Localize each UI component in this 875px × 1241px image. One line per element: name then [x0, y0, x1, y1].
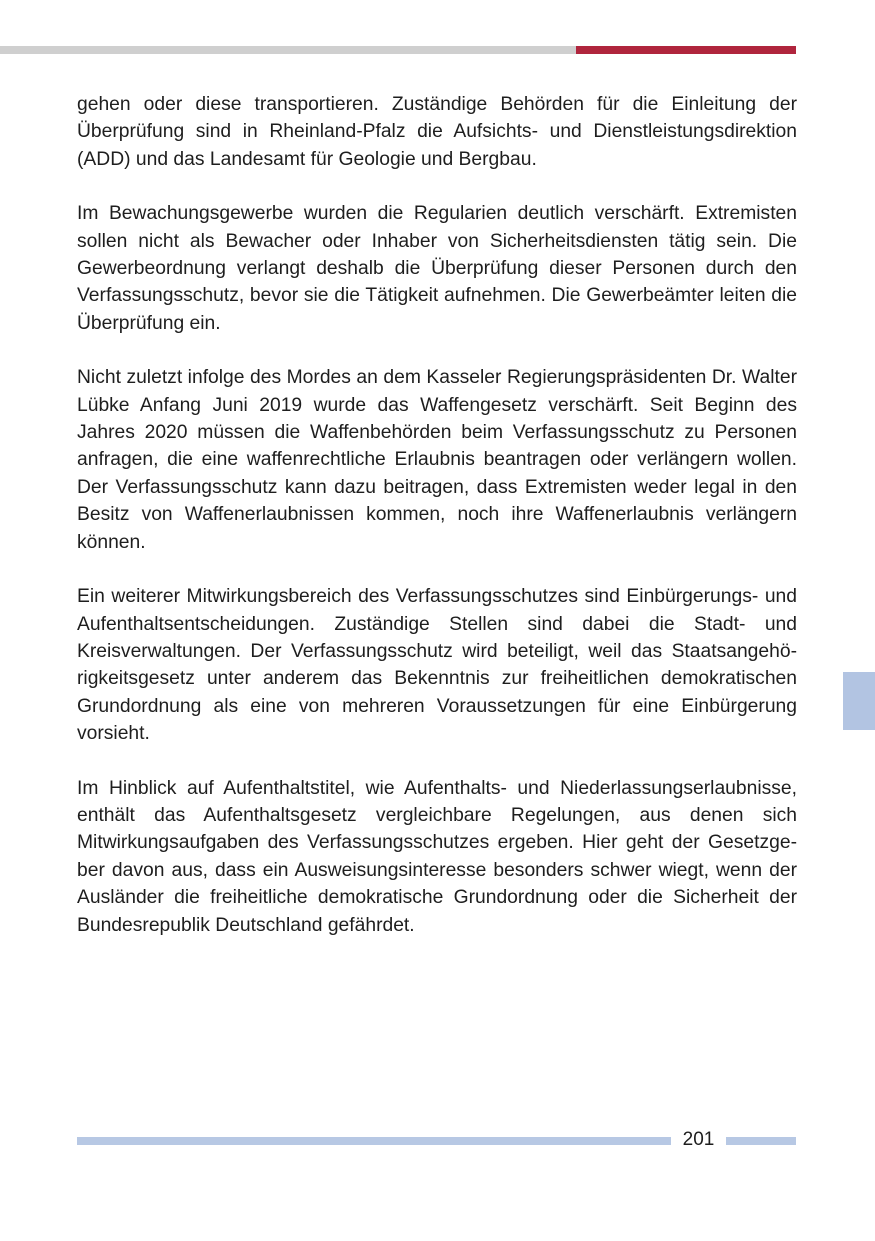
- header-rule-gray: [0, 46, 576, 54]
- paragraph: Im Hinblick auf Aufenthaltstitel, wie Aufenthalts- und Niederlassungserlaubnisse, enthält das Aufenthaltsgesetz vergleichbare Regelungen, aus denen sich Mitwirkungsaufgaben des Verfassungsschutzes ergeben. Hier geht der Gesetzgeber davon aus, dass ein Ausweisungsinteresse besonders schwer wiegt, wenn der Ausländer die freiheitliche demokratische Grundordnung oder die Sicherheit der Bundesrepublik Deutschland gefährdet.: [77, 777, 797, 936]
- paragraph: Nicht zuletzt infolge des Mordes an dem Kasseler Regierungspräsidenten Dr. Walter Lübke Anfang Juni 2019 wurde das Waffengesetz verschärft. Seit Beginn des Jahres 2020 müssen die Waffenbehörden beim Verfassungsschutz zu Personen anfragen, die eine waffenrechtliche Erlaubnis beantragen oder verlängern wollen. Der Verfassungsschutz kann dazu beitragen, dass Extremisten weder legal in den Besitz von Waffenerlaubnissen kommen, noch ihre Waffenerlaubnis verlängern können.: [77, 367, 797, 553]
- paragraph: gehen oder diese transportieren. Zuständige Behörden für die Einleitung der Überprüfung sind in Rheinland-Pfalz die Aufsichts- und Dienstleistungsdirektion (ADD) und das Landesamt für Geologie und Bergbau.: [77, 94, 797, 170]
- footer-rule-left: [77, 1137, 671, 1145]
- header-rule-accent: [576, 46, 796, 54]
- footer-rule-right: [726, 1137, 796, 1145]
- paragraph: Ein weiterer Mitwirkungsbereich des Verfassungsschutzes sind Einbürgerungs- und Aufenthaltsentscheidungen. Zuständige Stellen sind dabei die Stadt- und Kreisverwaltungen. Der Verfassungsschutz wird beteiligt, weil das Staatsangehörigkeitsgesetz unter anderem das Bekenntnis zur freiheitlichen demokratischen Grundordnung als eine von mehreren Voraussetzungen für eine Einbürgerung vorsieht.: [77, 586, 797, 745]
- paragraph: Im Bewachungsgewerbe wurden die Regularien deutlich verschärft. Extremisten sollen nicht als Bewacher oder Inhaber von Sicherheitsdiensten tätig sein. Die Gewerbeordnung verlangt deshalb die Überprüfung dieser Personen durch den Verfassungsschutz, bevor sie die Tätigkeit aufnehmen. Die Gewerbeämter leiten die Überprüfung ein.: [77, 203, 797, 334]
- chapter-thumb-tab: [843, 672, 875, 730]
- page-number: 201: [682, 1129, 715, 1150]
- body-text: [77, 91, 797, 939]
